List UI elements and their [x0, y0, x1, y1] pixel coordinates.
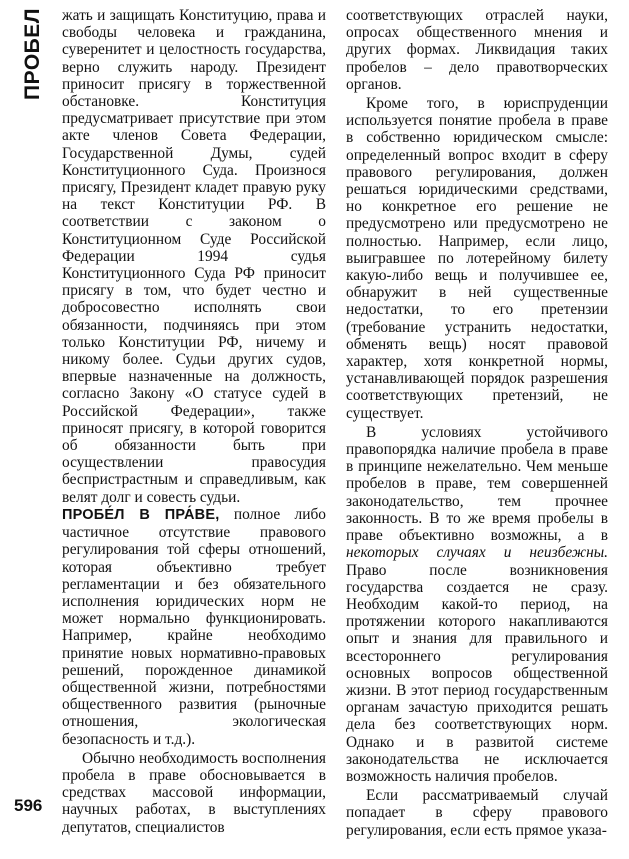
paragraph-text: Право после возникновения государства создается не сразу. Необходим какой-то период, на протяжении которого накапливаются опыт и знания для правильного и всестороннего регулирования основных вопросов общественной жизни. В этот период государственным органам зачастую приходится решать дела без соответствующих норм. Однако и в развитой системе законодательства не исключается возможность наличия пробелов.: [346, 561, 608, 785]
entry-definition: полное либо частичное отсутствие правового регулирования той сферы отношений, которая объективно требует регламентации и без обязательного исполнения юридических норм не может нормально функционировать. Например, крайне необходимо принятие новых нормативно-правовых решений, порожденное динамикой общественной жизни, потребностями общественного развития (рыночные отношения, экологическая безопасность и т.д.).: [62, 505, 326, 748]
running-head-text: ПРОБЕЛ: [21, 8, 44, 100]
page-number: 596: [14, 796, 43, 815]
running-head: [18, 8, 48, 100]
dictionary-entry: [62, 506, 326, 748]
continuation-paragraph: жать и защищать Конституцию, права и свободы человека и гражданина, суверенитет и целостность государства, верно служить народу. Президент приносит присягу в торжественной обстановке. Конституция предусматривает присутствие при этом акте членов Совета Федерации, Государственной Думы, судей Конституционного Суда. Произнося присягу, Президент кладет правую руку на текст Конституции РФ. В соответствии с законом о Конституционном Суде Российской Федерации 1994 судья Конституционного Суда РФ приносит присягу в том, что будет честно и добросовестно исполнять свои обязанности, подчиняясь при этом только Конституции РФ, ничему и никому более. Судьи других судов, впервые назначенные на должность, согласно Закону «О статусе судей в Российской Федерации», также приносят присягу, в которой говорится об обязанности быть при осуществлении правосудия беспристрастным и справедливым, как велят долг и совесть судьи.: [62, 7, 326, 506]
entry-paragraph: [346, 424, 608, 785]
entry-paragraph: Кроме того, в юриспруденции используется понятие пробела в праве в собственно юридическом смысле: определенный вопрос входит в сферу правового регулирования, должен решаться юридическими средствами, но конкретное его решение не предусмотрено или предусмотрено не полностью. Например, если лицо, выигравшее по лотерейному билету какую-либо вещь и получившее ее, обнаружит в ней существенные недостатки, то его претензии (требование устранить недостатки, обменять вещь) носят правовой характер, хотя конкретной нормы, устанавливающей порядок разрешения соответствующих претензий, не существует.: [346, 95, 608, 422]
entry-paragraph: соответствующих отраслей науки, опросах общественного мнения и других формах. Ликвидация таких пробелов – дело правотворческих органов.: [346, 7, 608, 93]
italic-phrase: некоторых случаях и неизбежны.: [346, 544, 608, 562]
paragraph-text: В условиях устойчивого правопорядка наличие пробела в праве в принципе нежелательно. Чем меньше пробелов в праве, тем совершенней законодательство, тем прочнее законность. В то же время пробелы в праве объективно возможны, а в: [346, 423, 608, 545]
left-column: [62, 7, 326, 836]
entry-paragraph: Обычно необходимость восполнения пробела в праве обосновывается в средствах массовой информации, научных работах, в выступлениях депутатов, специалистов: [62, 749, 326, 836]
entry-paragraph: Если рассматриваемый случай попадает в сферу правового регулирования, если есть прямое указа-: [346, 787, 608, 839]
entry-headword: ПРОБЕ́Л В ПРА́ВЕ,: [62, 506, 220, 523]
right-column: [346, 7, 608, 839]
